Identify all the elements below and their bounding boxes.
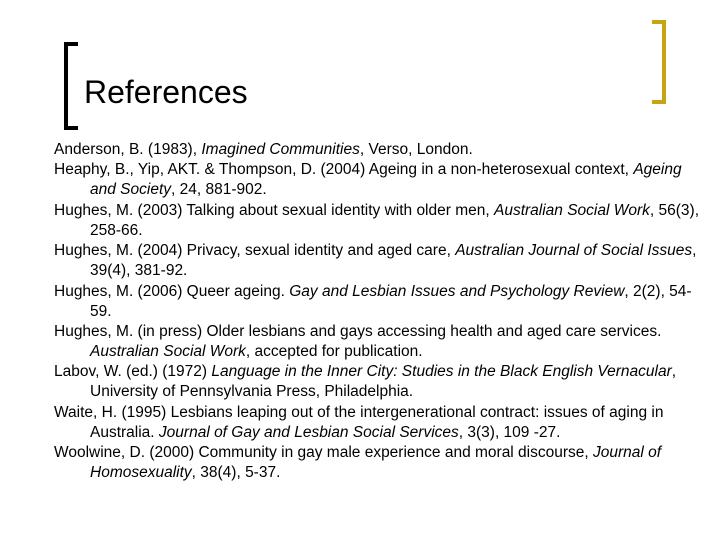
reference-details: , 2(2), 54-59. xyxy=(90,282,692,320)
reference-item xyxy=(54,282,702,322)
left-bracket-decoration xyxy=(64,42,78,130)
reference-author: Hughes, M. (2006) Queer ageing. xyxy=(54,282,290,300)
reference-source-title: Gay and Lesbian Issues and Psychology Review xyxy=(289,282,625,300)
reference-source-title: Journal of Homosexuality xyxy=(90,444,662,482)
reference-author: Anderson, B. (1983), xyxy=(54,141,202,158)
reference-author: Waite, H. (1995) Lesbians leaping out of the intergenerational contract: issues of aging in Australia. xyxy=(54,403,664,441)
reference-item xyxy=(54,403,702,443)
reference-details: , Verso, London. xyxy=(359,141,473,158)
reference-source-title: Ageing and Society xyxy=(90,161,682,199)
reference-author: Hughes, M. (in press) Older lesbians and gays accessing health and aged care services. xyxy=(54,322,662,340)
reference-item xyxy=(54,140,702,160)
reference-item xyxy=(54,160,702,200)
reference-details: , 56(3), 258-66. xyxy=(90,201,700,239)
reference-details: , accepted for publication. xyxy=(245,342,423,360)
reference-author: Labov, W. (ed.) (1972) xyxy=(54,363,212,381)
reference-item xyxy=(54,201,702,241)
reference-list xyxy=(54,140,702,484)
reference-source-title: Australian Social Work xyxy=(493,201,650,219)
reference-details: , 38(4), 5-37. xyxy=(191,464,281,482)
reference-author: Hughes, M. (2004) Privacy, sexual identity and aged care, xyxy=(54,242,456,260)
reference-source-title: Journal of Gay and Lesbian Social Services xyxy=(158,423,459,441)
right-bracket-decoration xyxy=(652,20,666,104)
reference-item xyxy=(54,322,702,362)
slide-title: References xyxy=(84,74,248,110)
reference-details: , 3(3), 109 -27. xyxy=(458,423,561,441)
reference-details: , 39(4), 381-92. xyxy=(90,242,697,280)
reference-item xyxy=(54,443,702,483)
reference-item xyxy=(54,241,702,281)
reference-source-title: Language in the Inner City: Studies in the Black English Vernacular xyxy=(211,363,672,381)
reference-author: Heaphy, B., Yip, AKT. & Thompson, D. (2004) Ageing in a non-heterosexual context, xyxy=(54,161,634,179)
reference-details: , 24, 881-902. xyxy=(171,181,267,199)
reference-details: , University of Pennsylvania Press, Philadelphia. xyxy=(90,363,677,401)
reference-author: Hughes, M. (2003) Talking about sexual identity with older men, xyxy=(54,201,494,219)
reference-source-title: Australian Social Work xyxy=(90,342,246,360)
reference-author: Woolwine, D. (2000) Community in gay male experience and moral discourse, xyxy=(54,444,594,462)
reference-source-title: Australian Journal of Social Issues xyxy=(455,242,693,260)
reference-source-title: Imagined Communities xyxy=(201,141,360,158)
reference-item xyxy=(54,362,702,402)
